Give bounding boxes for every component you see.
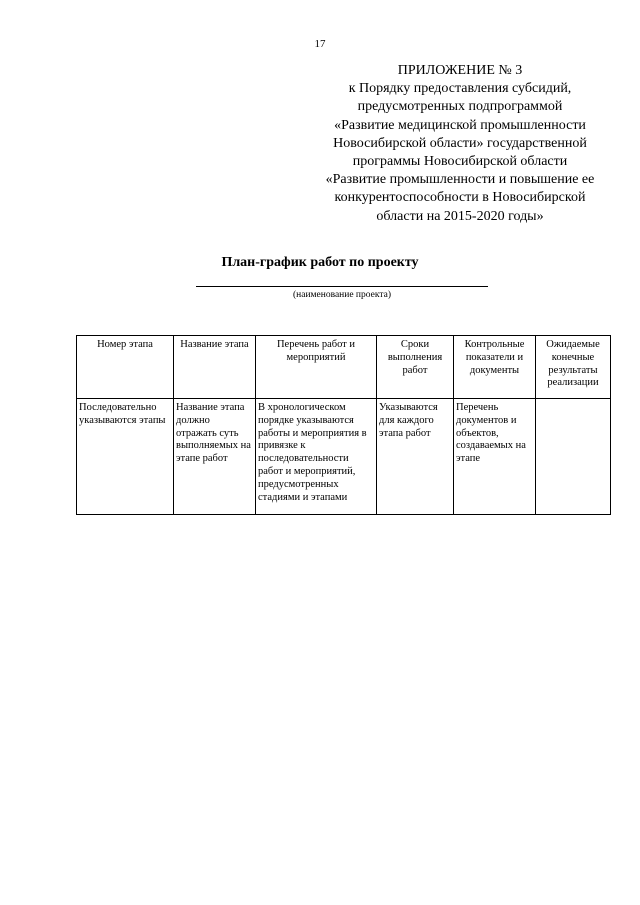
appendix-line: «Развитие медицинской промышленности xyxy=(334,117,586,133)
page-number: 17 xyxy=(314,38,326,50)
appendix-line: Новосибирской области» государственной xyxy=(333,135,587,151)
header-stage-name: Название этапа xyxy=(174,336,256,399)
project-name-caption: (наименование проекта) xyxy=(292,290,391,300)
table-header-row xyxy=(77,336,611,399)
appendix-line: программы Новосибирской области xyxy=(352,154,568,170)
appendix-line: конкурентоспособности в Новосибирской xyxy=(334,190,586,206)
table-cell xyxy=(536,399,611,515)
header-control-indicators: Контрольные показатели и документы xyxy=(454,336,536,399)
appendix-line: к Порядку предоставления субсидий, xyxy=(348,81,572,97)
table-cell: Название этапа должно отражать суть выполняемых на этапе работ xyxy=(174,399,256,515)
header-expected-results: Ожидаемые конечные результаты реализации xyxy=(536,336,611,399)
header-deadlines: Сроки выполнения работ xyxy=(377,336,454,399)
appendix-line: предусмотренных подпрограммой xyxy=(357,99,563,115)
project-name-line xyxy=(196,286,488,287)
table-cell: В хронологическом порядке указываются работы и мероприятия в привязке к последовательности работ и мероприятий, предусмотренных стадиями и этапами xyxy=(256,399,377,515)
table-cell: Последовательно указываются этапы xyxy=(77,399,174,515)
table-row xyxy=(77,399,611,515)
header-stage-number: Номер этапа xyxy=(77,336,174,399)
appendix-header xyxy=(300,62,620,226)
table-cell: Указываются для каждого этапа работ xyxy=(377,399,454,515)
plan-table xyxy=(76,335,611,515)
appendix-line: «Развитие промышленности и повышение ее xyxy=(325,172,595,188)
table-cell: Перечень документов и объектов, создаваемых на этапе xyxy=(454,399,536,515)
plan-title: План-график работ по проекту xyxy=(221,255,419,270)
header-works-list: Перечень работ и мероприятий xyxy=(256,336,377,399)
appendix-title: ПРИЛОЖЕНИЕ № 3 xyxy=(397,63,523,78)
appendix-line: области на 2015-2020 годы» xyxy=(376,208,544,224)
